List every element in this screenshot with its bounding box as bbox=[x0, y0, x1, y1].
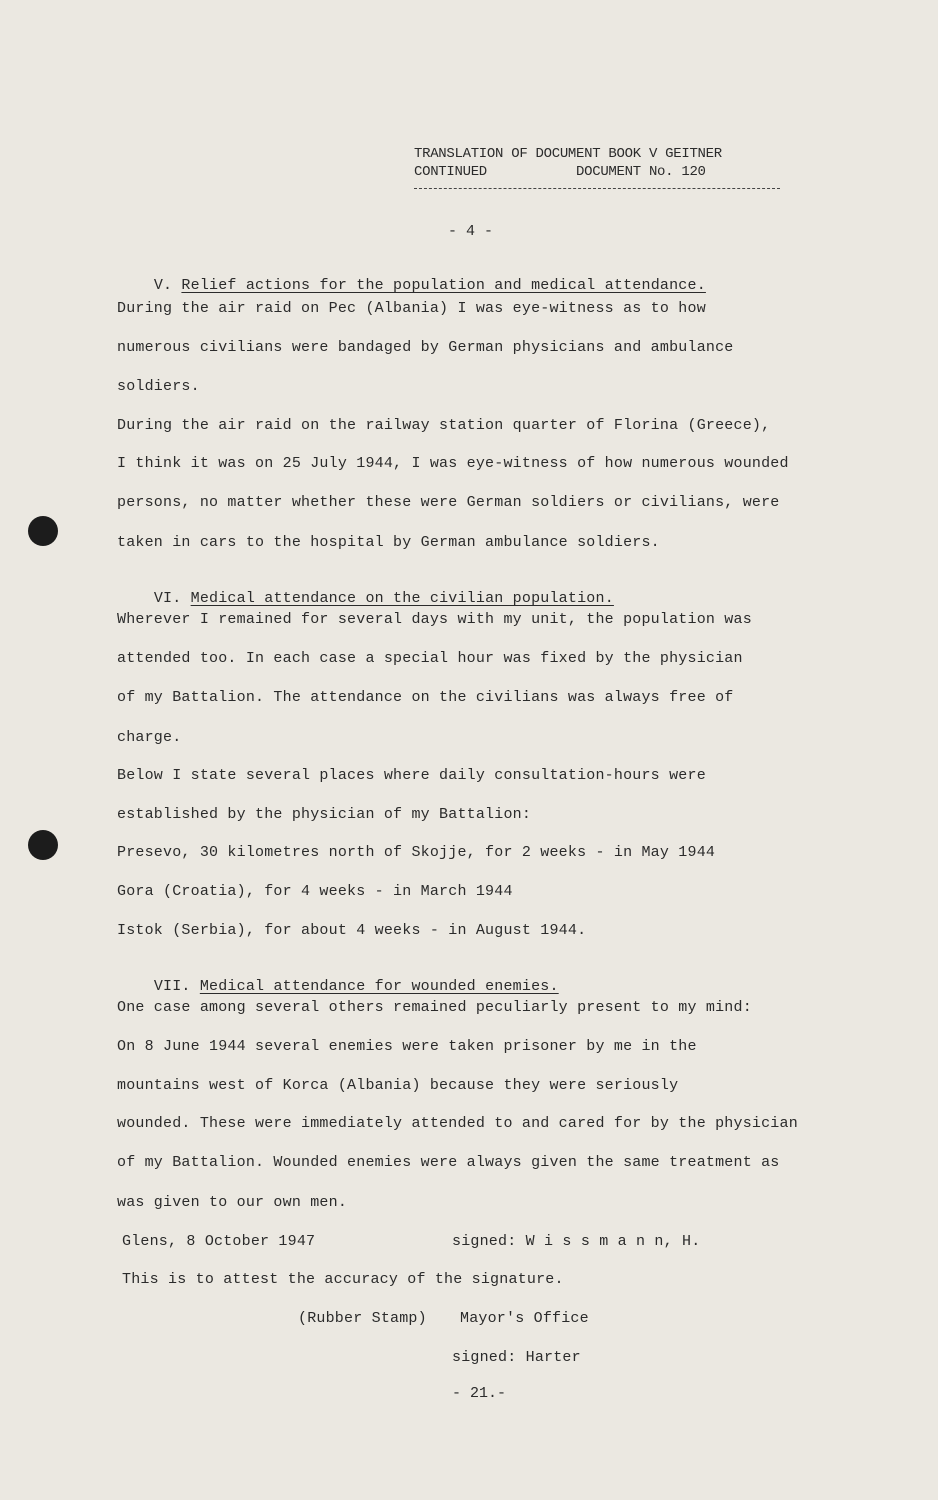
punch-hole-icon bbox=[28, 830, 58, 860]
signatory: signed: W i s s m a n n, H. bbox=[452, 1233, 701, 1250]
text-line: Presevo, 30 kilometres north of Skojje, for 2 weeks - in May 1944 bbox=[117, 844, 716, 861]
section-title: Medical attendance for wounded enemies. bbox=[199, 978, 559, 995]
section-number: VI. bbox=[153, 590, 182, 607]
section-number: V. bbox=[153, 277, 173, 294]
header-document-number: CONTINUED DOCUMENT No. 120 bbox=[414, 164, 706, 180]
text-line: of my Battalion. Wounded enemies were always given the same treatment as bbox=[117, 1154, 780, 1171]
text-line: Wherever I remained for several days with my unit, the population was bbox=[117, 611, 752, 628]
mayor-signature: signed: Harter bbox=[452, 1349, 581, 1366]
mayor-office: Mayor's Office bbox=[460, 1310, 589, 1327]
text-line: charge. bbox=[117, 729, 182, 746]
text-line: numerous civilians were bandaged by German physicians and ambulance bbox=[117, 339, 734, 356]
text-line: established by the physician of my Battalion: bbox=[117, 806, 532, 823]
text-line: Gora (Croatia), for 4 weeks - in March 1944 bbox=[117, 883, 513, 900]
text-line: Istok (Serbia), for about 4 weeks - in August 1944. bbox=[117, 922, 587, 939]
header-divider bbox=[414, 188, 780, 189]
text-line: persons, no matter whether these were German soldiers or civilians, were bbox=[117, 494, 780, 511]
punch-hole-icon bbox=[28, 516, 58, 546]
text-line: was given to our own men. bbox=[117, 1194, 348, 1211]
text-line: taken in cars to the hospital by German ambulance soldiers. bbox=[117, 534, 660, 551]
text-line: I think it was on 25 July 1944, I was eye-witness of how numerous wounded bbox=[117, 455, 789, 472]
section-title: Relief actions for the population and medical attendance. bbox=[181, 277, 706, 294]
text-line: of my Battalion. The attendance on the civilians was always free of bbox=[117, 689, 734, 706]
page-number: - 4 - bbox=[448, 223, 494, 240]
text-line: wounded. These were immediately attended to and cared for by the physician bbox=[117, 1115, 798, 1132]
text-line: mountains west of Korca (Albania) because they were seriously bbox=[117, 1077, 679, 1094]
text-line: During the air raid on Pec (Albania) I was eye-witness as to how bbox=[117, 300, 706, 317]
header-title: TRANSLATION OF DOCUMENT BOOK V GEITNER bbox=[414, 146, 722, 162]
text-line: attended too. In each case a special hour was fixed by the physician bbox=[117, 650, 743, 667]
text-line: soldiers. bbox=[117, 378, 200, 395]
text-line: On 8 June 1944 several enemies were taken prisoner by me in the bbox=[117, 1038, 697, 1055]
text-line: Below I state several places where daily consultation-hours were bbox=[117, 767, 706, 784]
text-line: One case among several others remained peculiarly present to my mind: bbox=[117, 999, 752, 1016]
rubber-stamp-label: (Rubber Stamp) bbox=[298, 1310, 427, 1327]
text-line: During the air raid on the railway station quarter of Florina (Greece), bbox=[117, 417, 771, 434]
attestation-line: This is to attest the accuracy of the signature. bbox=[122, 1271, 564, 1288]
section-title: Medical attendance on the civilian population. bbox=[190, 590, 614, 607]
section-number: VII. bbox=[153, 978, 191, 995]
bottom-page-number: - 21.- bbox=[452, 1385, 507, 1402]
place-date: Glens, 8 October 1947 bbox=[122, 1233, 316, 1250]
